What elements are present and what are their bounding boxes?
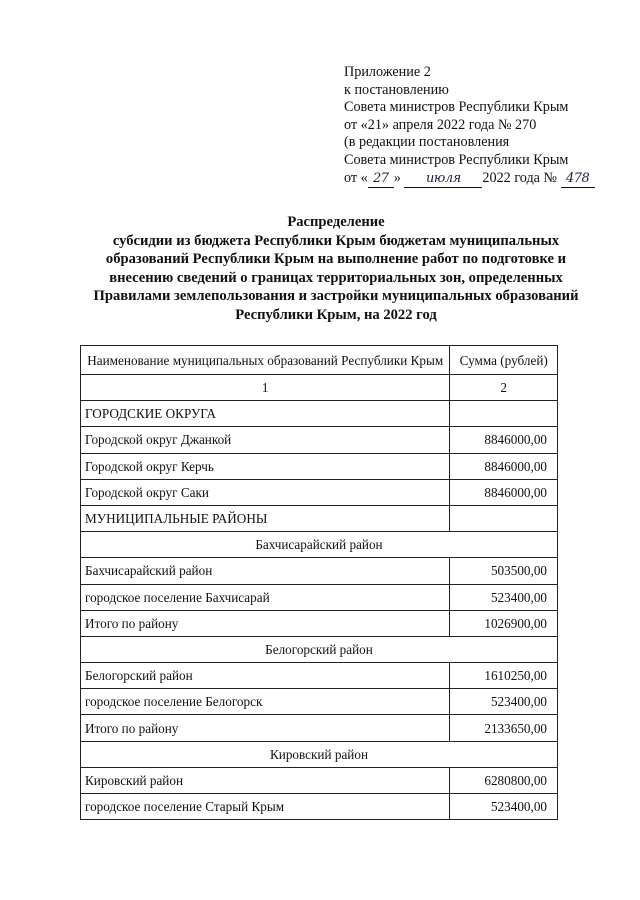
- table-row: [81, 505, 558, 531]
- table-row: [81, 767, 558, 793]
- municipality-name: Итого по району: [81, 610, 450, 636]
- subsidy-amount: 523400,00: [450, 584, 558, 610]
- subsidy-amount: [450, 505, 558, 531]
- title-line: Распределение: [287, 214, 385, 230]
- appendix-amendment-date: [344, 170, 604, 189]
- district-section-title: Кировский район: [81, 741, 558, 767]
- district-section-row: [81, 532, 558, 558]
- subsidy-amount: [450, 401, 558, 427]
- subsidy-amount: 523400,00: [450, 689, 558, 715]
- table-row: [81, 689, 558, 715]
- date-prefix: от «: [344, 169, 368, 186]
- municipality-name: городское поселение Белогорск: [81, 689, 450, 715]
- subsidy-amount: 1610250,00: [450, 663, 558, 689]
- table-row: [81, 663, 558, 689]
- title-line: Правилами землепользования и застройки муниципальных образований: [93, 288, 579, 305]
- table-row: [81, 610, 558, 636]
- district-section-row: [81, 636, 558, 662]
- table-row: [81, 794, 558, 820]
- subsidy-amount: 2133650,00: [450, 715, 558, 741]
- subsidy-amount: 6280800,00: [450, 767, 558, 793]
- handwritten-day: 27: [368, 170, 394, 189]
- date-year: 2022 года №: [482, 169, 558, 186]
- district-section-row: [81, 741, 558, 767]
- title-line: внесению сведений о границах территориальных зон, определенных: [109, 269, 563, 286]
- appendix-line: (в редакции постановления: [344, 134, 510, 151]
- municipality-name: Бахчисарайский район: [81, 558, 450, 584]
- subsidy-amount: 523400,00: [450, 794, 558, 820]
- table-row: [81, 401, 558, 427]
- municipality-name: городское поселение Старый Крым: [81, 794, 450, 820]
- municipality-name: городское поселение Бахчисарай: [81, 584, 450, 610]
- appendix-line: от «21» апреля 2022 года № 270: [344, 116, 537, 133]
- column-number-row: [81, 375, 558, 401]
- column-number-1: 1: [81, 375, 450, 401]
- handwritten-month: июля: [404, 170, 482, 189]
- title-line: Республики Крым, на 2022 год: [235, 306, 437, 323]
- municipality-name: ГОРОДСКИЕ ОКРУГА: [81, 401, 450, 427]
- document-title: [68, 213, 604, 325]
- municipality-name: Городской округ Саки: [81, 479, 450, 505]
- municipality-name: Кировский район: [81, 767, 450, 793]
- appendix-line: к постановлению: [344, 81, 449, 98]
- appendix-line: Совета министров Республики Крым: [344, 151, 569, 168]
- date-mid: »: [393, 169, 401, 186]
- column-number-2: 2: [450, 375, 558, 401]
- column-header-name: Наименование муниципальных образований Республики Крым: [81, 346, 450, 375]
- municipality-name: Городской округ Джанкой: [81, 427, 450, 453]
- title-line: образований Республики Крым на выполнение работ по подготовке и: [105, 251, 567, 268]
- table-row: [81, 427, 558, 453]
- table-row: [81, 479, 558, 505]
- municipality-name: Итого по району: [81, 715, 450, 741]
- table-row: [81, 558, 558, 584]
- municipality-name: МУНИЦИПАЛЬНЫЕ РАЙОНЫ: [81, 505, 450, 531]
- district-section-title: Белогорский район: [81, 636, 558, 662]
- appendix-line: Совета министров Республики Крым: [344, 99, 569, 116]
- distribution-table: [80, 345, 558, 820]
- appendix-line: Приложение 2: [344, 64, 431, 80]
- municipality-name: Городской округ Керчь: [81, 453, 450, 479]
- subsidy-amount: 503500,00: [450, 558, 558, 584]
- district-section-title: Бахчисарайский район: [81, 532, 558, 558]
- table-row: [81, 584, 558, 610]
- table-header-row: [81, 346, 558, 375]
- subsidy-amount: 1026900,00: [450, 610, 558, 636]
- subsidy-amount: 8846000,00: [450, 453, 558, 479]
- appendix-block: [344, 64, 604, 188]
- column-header-amount: Сумма (рублей): [450, 346, 558, 375]
- municipality-name: Белогорский район: [81, 663, 450, 689]
- subsidy-amount: 8846000,00: [450, 427, 558, 453]
- table-row: [81, 715, 558, 741]
- table-row: [81, 453, 558, 479]
- title-line: субсидии из бюджета Республики Крым бюджетам муниципальных: [112, 232, 560, 249]
- handwritten-number: 478: [561, 170, 595, 189]
- subsidy-amount: 8846000,00: [450, 479, 558, 505]
